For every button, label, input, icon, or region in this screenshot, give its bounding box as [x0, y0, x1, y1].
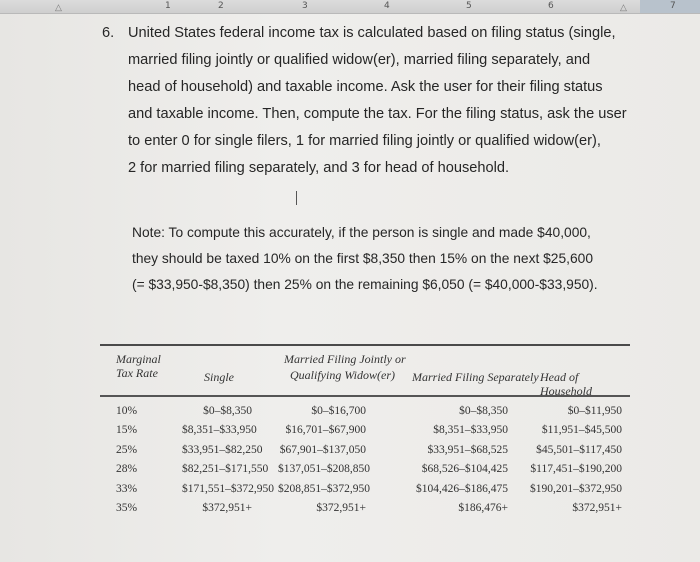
cell-hoh: $190,201–$372,950	[530, 482, 622, 495]
cell-separate: $33,951–$68,525	[427, 443, 508, 456]
table-top-rule	[100, 344, 630, 346]
header-rate-line1: Marginal	[116, 352, 161, 366]
header-single: Single	[204, 370, 234, 384]
note-line: they should be taxed 10% on the first $8,350 then 15% on the next $25,600	[132, 251, 594, 266]
ruler-tick-1: 1	[165, 1, 171, 11]
ruler-tick-2: 2	[218, 1, 224, 11]
question-line: 2 for married filing separately, and 3 for head of household.	[128, 160, 510, 176]
cell-single: $171,551–$372,950	[182, 482, 274, 495]
document-page[interactable]	[0, 14, 700, 562]
cell-joint: $16,701–$67,900	[285, 424, 366, 436]
question-number: 6.	[102, 25, 115, 41]
cell-hoh: $11,951–$45,500	[541, 424, 622, 436]
cell-hoh: $117,451–$190,200	[530, 463, 622, 475]
table-header	[100, 350, 630, 398]
header-joint-line1: Married Filing Jointly or	[284, 352, 406, 366]
question-6	[102, 20, 632, 182]
question-text	[128, 20, 632, 182]
question-line: United States federal income tax is calculated based on filing status (single,	[128, 25, 616, 41]
cell-joint: $67,901–$137,050	[279, 443, 366, 456]
table-row	[100, 405, 630, 425]
table-row	[100, 463, 630, 483]
cell-single: $8,351–$33,950	[182, 424, 257, 436]
question-line: head of household) and taxable income. Ask the user for their filing status	[128, 79, 603, 95]
cell-rate: 28%	[116, 463, 138, 475]
question-line: and taxable income. Then, compute the tax. For the filing status, ask the user	[128, 106, 627, 122]
cell-rate: 33%	[116, 482, 138, 495]
cell-joint: $372,951+	[316, 502, 366, 514]
ruler-tick-3: 3	[302, 1, 308, 11]
note-paragraph	[132, 220, 622, 298]
header-joint-line2: Qualifying Widow(er)	[290, 368, 395, 382]
cell-joint: $208,851–$372,950	[278, 482, 370, 495]
cell-single: $33,951–$82,250	[182, 443, 263, 456]
cell-separate: $68,526–$104,425	[421, 463, 508, 475]
ruler-tick-7: 7	[670, 1, 676, 11]
table-row	[100, 483, 630, 503]
question-line: to enter 0 for single filers, 1 for married filing jointly or qualified widow(er),	[128, 133, 601, 149]
header-hoh: Head of Household	[540, 370, 592, 398]
table-row	[100, 444, 630, 464]
ruler-tick-6: 6	[548, 1, 554, 11]
question-line: married filing jointly or qualified widow(er), married filing separately, and	[128, 52, 591, 68]
cell-rate: 25%	[116, 443, 138, 456]
cell-hoh: $0–$11,950	[567, 404, 622, 417]
ruler-tick-4: 4	[384, 1, 390, 11]
horizontal-ruler[interactable]	[0, 0, 700, 14]
right-indent-marker[interactable]: △	[620, 2, 627, 12]
note-line: (= $33,950-$8,350) then 25% on the remaining $6,050 (= $40,000-$33,950).	[132, 277, 598, 292]
header-separate: Married Filing Separately	[412, 370, 539, 384]
tax-bracket-table[interactable]	[100, 344, 630, 522]
cell-separate: $104,426–$186,475	[416, 482, 508, 495]
cell-single: $372,951+	[202, 502, 252, 514]
table-row	[100, 502, 630, 522]
cell-hoh: $45,501–$117,450	[536, 443, 622, 456]
cell-rate: 10%	[116, 404, 138, 417]
table-row	[100, 424, 630, 444]
header-rate-line2: Tax Rate	[116, 366, 158, 380]
cell-hoh: $372,951+	[572, 502, 622, 514]
cell-joint: $0–$16,700	[311, 404, 366, 417]
cell-separate: $186,476+	[458, 502, 508, 514]
ruler-tick-5: 5	[466, 1, 472, 11]
note-line: Note: To compute this accurately, if the person is single and made $40,000,	[132, 225, 591, 240]
cell-rate: 35%	[116, 502, 138, 514]
left-indent-marker[interactable]: △	[55, 2, 62, 12]
cell-single: $82,251–$171,550	[182, 463, 269, 475]
cell-single: $0–$8,350	[203, 404, 252, 417]
cell-rate: 15%	[116, 424, 138, 436]
text-cursor	[296, 191, 303, 205]
cell-separate: $0–$8,350	[459, 404, 508, 417]
cell-joint: $137,051–$208,850	[278, 463, 370, 475]
cell-separate: $8,351–$33,950	[433, 424, 508, 436]
